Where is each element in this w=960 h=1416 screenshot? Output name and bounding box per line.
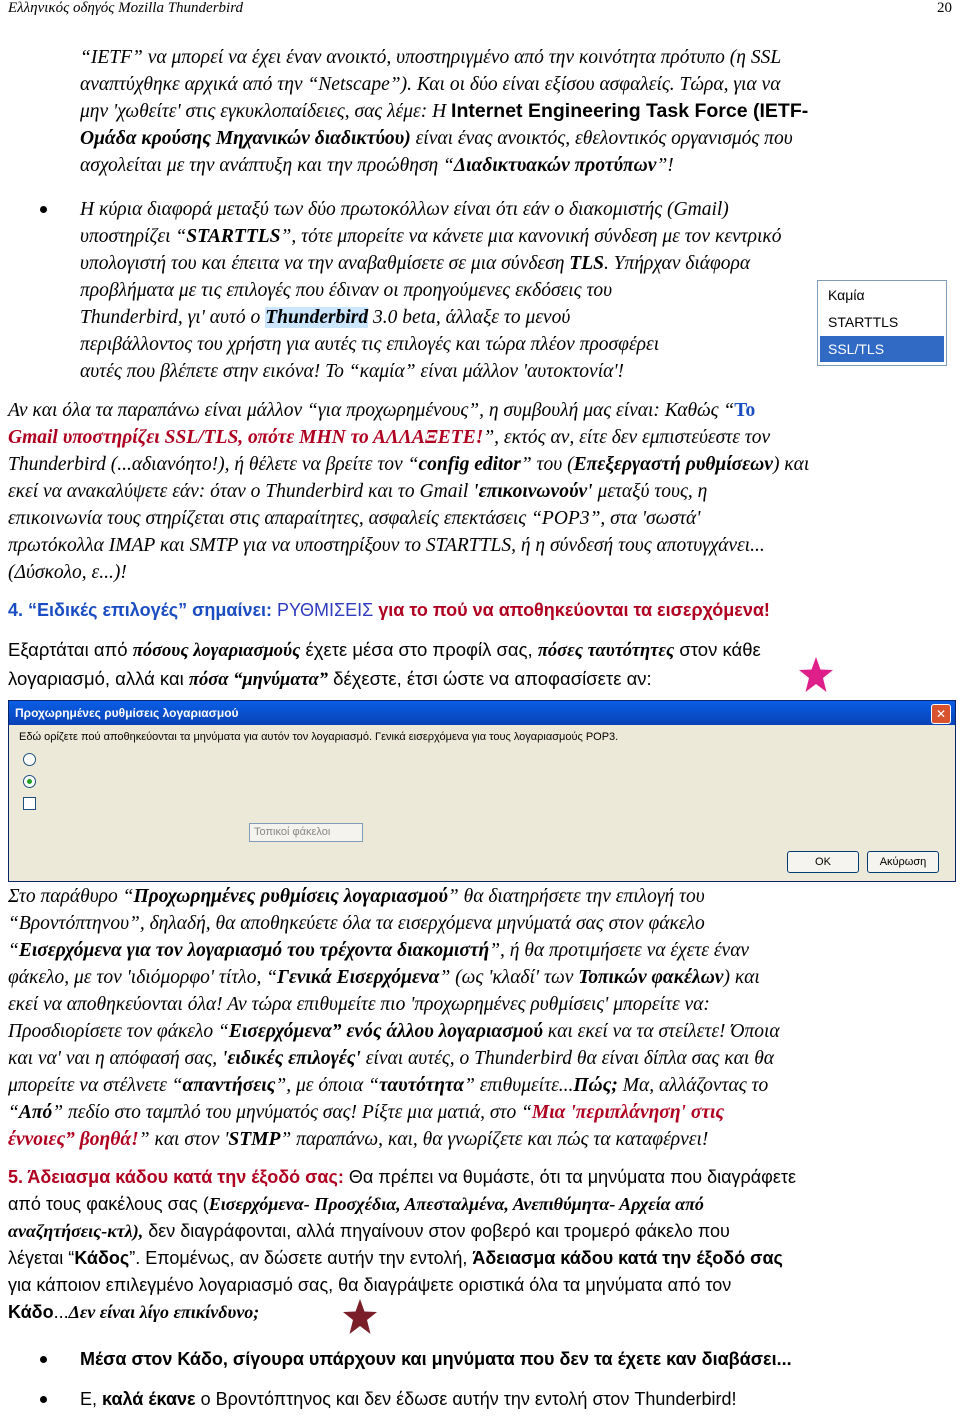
dialog-description: Εδώ ορίζετε πού αποθηκεύονται τα μηνύματα για αυτόν τον λογαριασμό. Γενικά εισερχόμενα για τους λογαριασμούς POP3. [19,731,619,743]
list-item: Μέσα στον Κάδο, σίγουρα υπάρχουν και μηνύματα που δεν τα έχετε καν διαβάσει... [80,1349,792,1369]
paragraph-dialog-explain: Στο παράθυρο “Προχωρημένες ρυθμίσεις λογαριασμού” θα διατηρήσετε την επιλογή του “Βροντόπτηνου”, δηλαδή, θα αποθηκεύετε όλα τα εισερχόμενα μηνύματά σας στον φάκελο “Εισερχόμενα για τον λογαριασμό του τρέχοντα διακομιστή”, ή θα προτιμήσετε να έχετε έναν φάκελο, με τον 'ιδιόμορφο' τίτλο, “Γενικά Εισερχόμενα” (ως 'κλαδί' των Τοπικών φακέλων) και εκεί να αποθηκεύονται όλα! Αν τώρα επιθυμείτε πιο 'προχωρημένες ρυθμίσεις' μπορείτε να: Προσδιορίσετε τον φάκελο “Εισερχόμενα” ενός άλλου λογαριασμού και εκεί να τα στείλετε! Όποια και να' ναι η απόφασή σας, 'ειδικές επιλογές' είναι αυτές, ο Thunderbird θα είναι δίπλα σας και θα μπορείτε να στέλνετε “απαντήσεις”, με όποια “ταυτότητα” επιθυμείτε...Πώς; Μα, αλλάζοντας το “Από” πεδίο στο ταμπλό του μηνύματός σας! Ρίξτε μια ματιά, στο “Μια 'περιπλάνηση' στις έννοιες” βοηθά!” και στον 'STMP” παραπάνω, και, θα γνωρίζετε και πώς τα καταφέρνει! [8,886,780,1150]
radio-option-1[interactable] [23,753,36,766]
paragraph-advice: Αν και όλα τα παραπάνω είναι μάλλον “για προχωρημένους”, η συμβουλή μας είναι: Καθώς “Το Gmail υποστηρίζει SSL/TLS, οπότε ΜΗΝ το ΑΛΛΑΞΕΤΕ!”, εκτός αν, είτε δεν εμπιστεύεστε τον Thunderbird (...αδιανόητο!), ή θέλετε να βρείτε τον “config editor” του (Επεξεργαστή ρυθμίσεων) και εκεί να ανακαλύψετε εάν: όταν ο Thunderbird και το Gmail 'επικοινωνούν' μεταξύ τους, η επικοινωνία τους στηρίζεται στις απαραίτητες, ασφαλείς επεκτάσεις “POP3”, στα 'σωστά' πρωτόκολλα IMAP και SMTP για να υποστηρίξουν το STARTTLS, ή η σύνδεσή τους αποτυγχάνει... (Δύσκολο, ε...)! [8,400,810,583]
radio-option-2[interactable] [23,775,36,788]
dialog-title: Προχωρημένες ρυθμίσεις λογαριασμού [15,706,239,720]
security-dropdown[interactable] [817,280,947,366]
paragraph-depends: Εξαρτάται από πόσους λογαριασμούς έχετε μέσα στο προφίλ σας, πόσες ταυτότητες στον κάθε λογαριασμό, αλλά και πόσα “μηνύματα” δέχεστε, έτσι ώστε να αποφασίσετε αν: [8,639,761,690]
option-ssl-tls[interactable]: SSL/TLS [820,336,944,362]
option-none[interactable]: Καμία [828,287,865,303]
paragraph-empty-trash: 5. Άδειασμα κάδου κατά την έξοδό σας: Θα πρέπει να θυμάστε, ότι τα μηνύματα που διαγράφετε από τους φακέλους σας (Εισερχόμενα- Προσχέδια, Απεσταλμένα, Ανεπιθύμητα- Αρχεία από αναζητήσεις-κτλ), δεν διαγράφονται, αλλά πηγαίνουν στον φοβερό και τρομερό φάκελο που λέγεται “Κάδος”. Επομένως, αν δώσετε αυτήν την εντολή, Άδειασμα κάδου κατά την έξοδό σας για κάποιον επιλεγμένο λογαριασμό σας, θα διαγράψετε οριστικά όλα τα μηνύματα από τον Κάδο...Δεν είναι λίγο επικίνδυνο; [8,1167,796,1322]
paragraph-ietf: “IETF” να μπορεί να έχει έναν ανοικτό, υποστηριγμένο από την κοινότητα πρότυπο (η SSL αναπτύχθηκε αρχικά από την “Netscape”). Και οι δύο είναι εξίσου ασφαλείς. Τώρα, για να μην 'χωθείτε' στις εγκυκλοπαίδειες, σας λέμε: Η Internet Engineering Task Force (IETF- Ομάδα κρούσης Μηχανικών διαδικτύου) είναι ένας ανοικτός, εθελοντικός οργανισμός που ασχολείται με την ανάπτυξη και την προώθηση “Διαδικτυακών προτύπων”! [80,47,809,176]
star-icon [798,656,834,694]
page-header [8,0,952,18]
folder-select[interactable]: Τοπικοί φάκελοι [249,823,363,842]
option-starttls[interactable]: STARTTLS [828,314,899,330]
star-icon [342,1298,378,1336]
list-item: Ε, καλά έκανε ο Βροντόπτηνος και δεν έδωσε αυτήν την εντολή στον Thunderbird! [80,1389,737,1409]
heading-special-options: 4. “Ειδικές επιλογές” σημαίνει: ΡΥΘΜΙΣΕΙΣ για το πού να αποθηκεύονται τα εισερχόμενα! [8,600,770,620]
advanced-account-settings-dialog [8,700,956,882]
bullet-starttls: Η κύρια διαφορά μεταξύ των δύο πρωτοκόλλων είναι ότι εάν ο διακομιστής (Gmail) υποστηρίζει “STARTTLS”, τότε μπορείτε να κάνετε μια κανονική σύνδεση με τον κεντρικό υπολογιστή του και έπειτα να την αναβαθμίσετε σε μια σύνδεση TLS. Υπήρχαν διάφορα προβλήματα με τις επιλογές που έδιναν οι προηγούμενες εκδόσεις του Thunderbird, γι' αυτό ο Thunderbird 3.0 beta, άλλαξε το μενού περιβάλλοντος του χρήστη για αυτές τις επιλογές και τώρα πλέον προσφέρει αυτές που βλέπετε στην εικόνα! Το “καμία” είναι μάλλον 'αυτοκτονία'! [80,199,782,382]
checkbox-option[interactable] [23,797,36,810]
ok-button[interactable]: ΟΚ [787,851,859,873]
cancel-button[interactable]: Ακύρωση [867,851,939,873]
bullet-list-trash [0,1346,950,1416]
page-number: 20 [937,0,952,16]
dialog-titlebar [9,701,955,725]
header-title: Ελληνικός οδηγός Mozilla Thunderbird [8,0,243,16]
close-icon[interactable]: ✕ [931,704,951,724]
